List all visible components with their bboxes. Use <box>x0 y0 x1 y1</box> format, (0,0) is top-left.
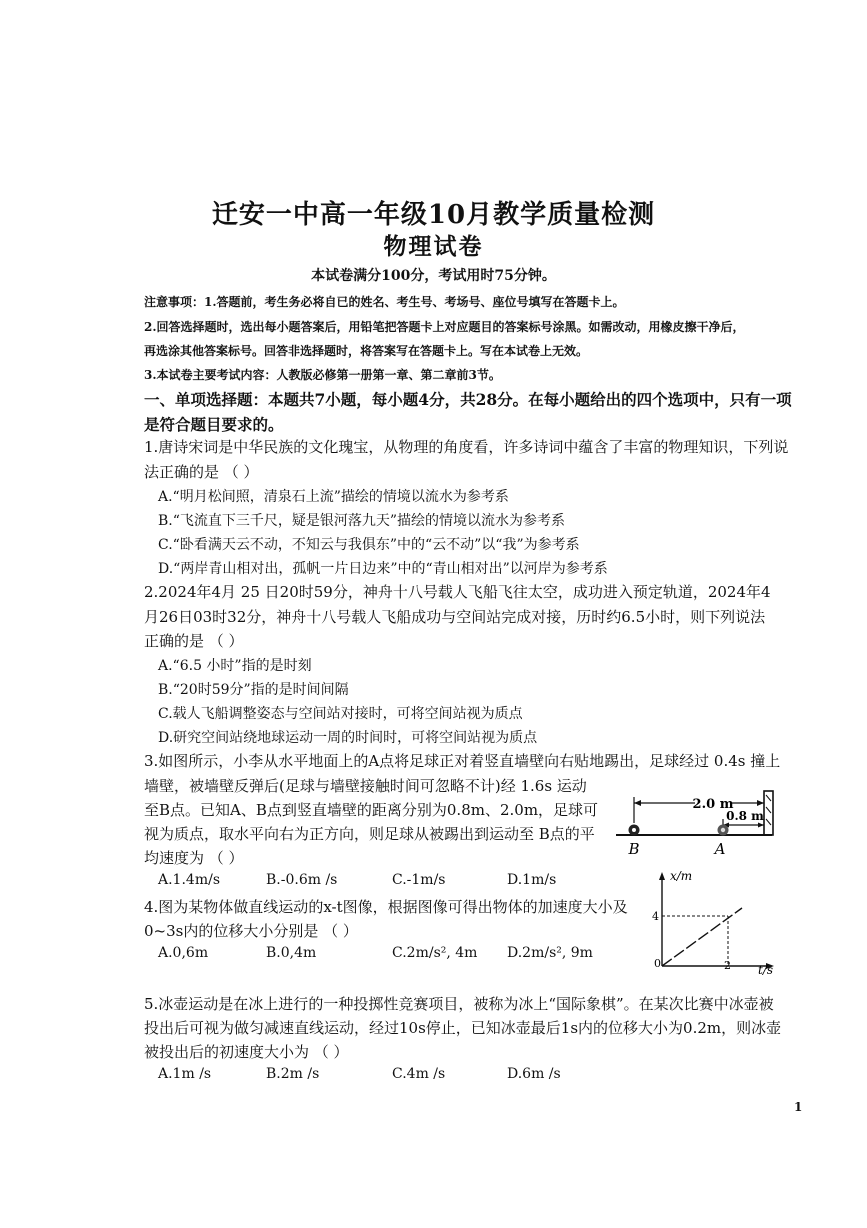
q3-wall-diagram <box>612 783 782 861</box>
q4-option-c: C.2m/s², 4m <box>392 945 478 961</box>
xt-line <box>662 908 742 966</box>
q4-stem-line-1: 4.图为某物体做直线运动的x-t图像，根据图像可得出物体的加速度大小及 <box>144 898 628 916</box>
q1-stem-line-1: 1.唐诗宋词是中华民族的文化瑰宝，从物理的角度看，许多诗词中蕴含了丰富的物理知识，下列说 <box>144 438 789 456</box>
q4-option-b: B.0,4m <box>266 945 317 961</box>
note-line-4: 3.本试卷主要考试内容：人教版必修第一册第一章、第二章前3节。 <box>144 368 501 382</box>
distance-label-far: 2.0 m <box>692 797 734 812</box>
y-axis-label: x/m <box>670 869 693 883</box>
q5-option-a: A.1m /s <box>158 1066 212 1082</box>
q2-stem-line-1: 2.2024年4月 25 日20时59分，神舟十八号载人飞船飞往太空，成功进入预定轨道，2024年4 <box>144 583 771 601</box>
q2-stem-line-3: 正确的是 （ ） <box>144 632 244 650</box>
q3-stem-line-5: 均速度为 （ ） <box>144 849 244 867</box>
section-heading-line-2: 是符合题目要求的。 <box>144 415 284 434</box>
page-number: 1 <box>794 1100 803 1114</box>
q3-stem-line-1: 3.如图所示，小李从水平地面上的A点将足球正对着竖直墙壁向右贴地踢出，足球经过 0.4s 撞上 <box>144 752 781 770</box>
point-b-label: B <box>628 840 640 858</box>
q2-stem-line-2: 月26日03时32分，神舟十八号载人飞船成功与空间站完成对接，历时约6.5小时，则下列说法 <box>144 608 766 626</box>
q2-option-d: D.研究空间站绕地球运动一周的时间时，可将空间站视为质点 <box>158 730 538 746</box>
q5-stem-line-3: 被投出后的初速度大小为 （ ） <box>144 1043 349 1061</box>
distance-label-near: 0.8 m <box>726 809 764 823</box>
note-line-3: 再选涂其他答案标号。回答非选择题时，将答案写在答题卡上。写在本试卷上无效。 <box>144 344 589 358</box>
exam-title: 迁安一中高一年级10月教学质量检测 <box>211 200 656 230</box>
q1-option-c: C.“卧看满天云不动，不知云与我俱东”中的“云不动”以“我”为参考系 <box>158 537 580 553</box>
q1-stem-line-2: 法正确的是 （ ） <box>144 463 259 481</box>
q3-stem-line-3: 至B点。已知A、B点到竖直墙壁的距离分别为0.8m、2.0m，足球可 <box>144 801 599 819</box>
point-a-label: A <box>714 840 726 858</box>
exam-info: 本试卷满分100分，考试用时75分钟。 <box>311 268 556 284</box>
q5-option-c: C.4m /s <box>392 1066 446 1082</box>
q5-option-d: D.6m /s <box>507 1066 561 1082</box>
q2-option-a: A.“6.5 小时”指的是时刻 <box>158 658 312 674</box>
q5-option-b: B.2m /s <box>266 1066 320 1082</box>
x-axis-label: t/s <box>758 963 774 977</box>
q4-xt-graph <box>648 866 790 978</box>
q3-option-a: A.1.4m/s <box>158 872 221 888</box>
q5-stem-line-1: 5.冰壶运动是在冰上进行的一种投掷性竞赛项目，被称为冰上“国际象棋”。在某次比赛中冰壶被 <box>144 995 774 1013</box>
q2-option-c: C.载人飞船调整姿态与空间站对接时，可将空间站视为质点 <box>158 706 523 722</box>
note-line-2: 2.回答选择题时，选出每小题答案后，用铅笔把答题卡上对应题目的答案标号涂黑。如需改动，用橡皮擦干净后， <box>144 320 745 334</box>
q4-option-a: A.0,6m <box>158 945 209 961</box>
q1-option-d: D.“两岸青山相对出，孤帆一片日边来”中的“青山相对出”以河岸为参考系 <box>158 561 608 577</box>
x-tick-label: 2 <box>724 959 731 972</box>
exam-subject: 物理试卷 <box>383 233 484 260</box>
note-line-1: 注意事项：1.答题前，考生务必将自已的姓名、考生号、考场号、座位号填写在答题卡上。 <box>144 295 625 309</box>
q3-stem-line-2: 墙壁，被墙壁反弹后(足球与墙壁接触时间可忽略不计)经 1.6s 运动 <box>144 777 587 795</box>
q5-stem-line-2: 投出后可视为做匀减速直线运动，经过10s停止，已知冰壶最后1s内的位移大小为0.2m，则冰壶 <box>144 1019 782 1037</box>
q4-option-d: D.2m/s², 9m <box>507 945 593 961</box>
section-heading-line-1: 一、单项选择题：本题共7小题，每小题4分，共28分。在每小题给出的四个选项中，只有一项 <box>144 390 792 409</box>
q2-option-b: B.“20时59分”指的是时间间隔 <box>158 682 349 698</box>
q1-option-b: B.“飞流直下三千尺，疑是银河落九天”描绘的情境以流水为参考系 <box>158 513 566 529</box>
y-tick-label: 4 <box>652 910 659 923</box>
q1-option-a: A.“明月松间照，清泉石上流”描绘的情境以流水为参考系 <box>158 489 509 505</box>
q3-option-d: D.1m/s <box>507 872 557 888</box>
q3-option-c: C.-1m/s <box>392 872 446 888</box>
q3-option-b: B.-0.6m /s <box>266 872 338 888</box>
q3-stem-line-4: 视为质点，取水平向右为正方向，则足球从被踢出到运动至 B点的平 <box>144 825 595 843</box>
origin-label: 0 <box>654 957 661 970</box>
q4-stem-line-2: 0~3s内的位移大小分别是 （ ） <box>144 922 358 940</box>
